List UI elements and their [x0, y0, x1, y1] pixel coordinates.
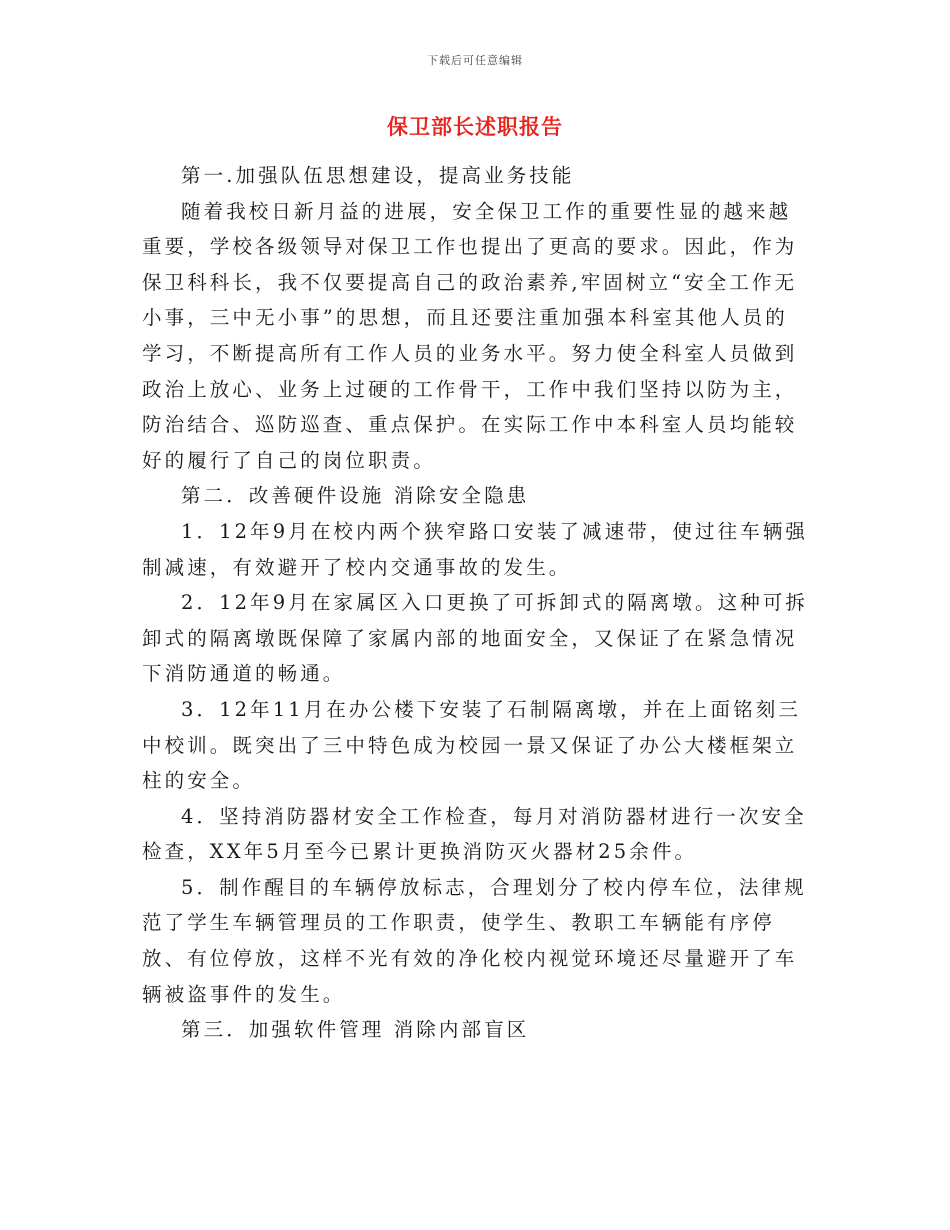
section-heading-1: 第一.加强队伍思想建设，提高业务技能	[181, 164, 575, 187]
list-item-3: 3．12年11月在办公楼下安装了石制隔离墩，并在上面铭刻三中校训。既突出了三中特色成为校园一景又保证了办公大楼框架立柱的安全。	[142, 697, 801, 793]
document-body	[142, 158, 810, 1048]
list-item-1: 1．12年9月在校内两个狭窄路口安装了减速带，使过往车辆强制减速，有效避开了校内交通事故的发生。	[142, 519, 809, 579]
section-heading-3: 第三．加强软件管理 消除内部盲区	[181, 1018, 530, 1042]
list-item-5: 5．制作醒目的车辆停放标志，合理划分了校内停车位，法律规范了学生车辆管理员的工作职责，使学生、教职工车辆能有序停放、有位停放，这样不光有效的净化校内视觉环境还尽量避开了车辆被盗事件的发生。	[142, 875, 807, 1006]
document-title: 保卫部长述职报告	[387, 114, 563, 139]
page-header-note: 下载后可任意编辑	[427, 54, 523, 67]
section-heading-2: 第二．改善硬件设施 消除安全隐患	[181, 484, 530, 508]
paragraph-team-building: 随着我校日新月益的进展，安全保卫工作的重要性显的越来越重要，学校各级领导对保卫工作也提出了更高的要求。因此，作为保卫科科长，我不仅要提高自己的政治素养,牢固树立“安全工作无小事，三中无小事”的思想，而且还要注重加强本科室其他人员的学习，不断提高所有工作人员的业务水平。努力使全科室人员做到政治上放心、业务上过硬的工作骨干，工作中我们坚持以防为主，防治结合、巡防巡查、重点保护。在实际工作中本科室人员均能较好的履行了自己的岗位职责。	[142, 199, 798, 472]
list-item-4: 4．坚持消防器材安全工作检查，每月对消防器材进行一次安全检查，XX年5月至今已累计更换消防灭火器材25余件。	[142, 804, 807, 864]
list-item-2: 2．12年9月在家属区入口更换了可拆卸式的隔离墩。这种可拆卸式的隔离墩既保障了家属内部的地面安全，又保证了在紧急情况下消防通道的畅通。	[142, 591, 809, 686]
